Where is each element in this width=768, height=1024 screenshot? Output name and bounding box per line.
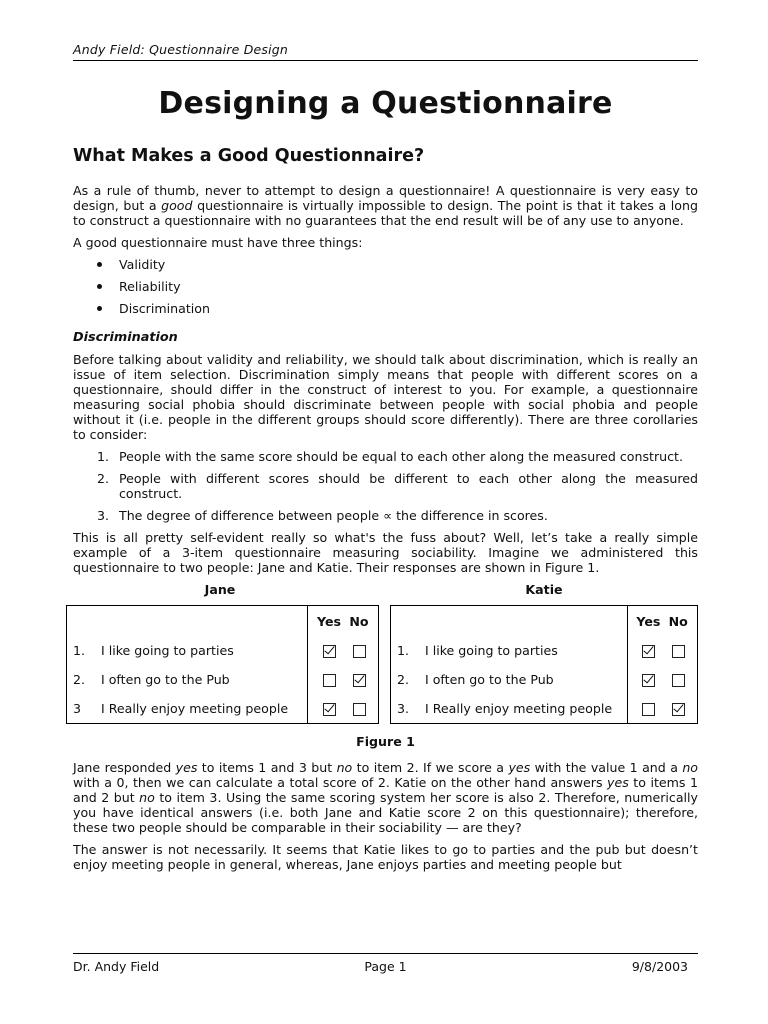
- list-item: 3. The degree of difference between people ∝ the difference in scores.: [97, 508, 548, 523]
- intro-paragraph: As a rule of thumb, never to attempt to design a questionnaire! A questionnaire is very easy to design, but a good questionnaire is virtually impossible to design. The point is that it takes a long to construct a questionnaire with no guarantees that the end result will be of any use to anyone.: [73, 183, 698, 228]
- list-item: 2. People with different scores should be different to each other along the measured construct.: [97, 471, 698, 501]
- yes-column-header: Yes: [636, 613, 661, 629]
- table-row: 1. I like going to parties: [391, 636, 698, 665]
- yes-checkbox[interactable]: [323, 645, 336, 658]
- page-footer: [73, 953, 698, 974]
- yes-checkbox[interactable]: [642, 703, 655, 716]
- subsection-heading: Discrimination: [73, 330, 178, 345]
- corollaries-list: [73, 449, 698, 523]
- list-item: Discrimination: [73, 301, 698, 323]
- table-row: 3. I Really enjoy meeting people: [391, 694, 698, 724]
- requirements-list: [73, 257, 698, 323]
- table-row: 1. I like going to parties: [67, 636, 379, 665]
- discrimination-paragraph: Before talking about validity and reliability, we should talk about discrimination, which is really an issue of item selection. Discrimination simply means that people with different scores on a questionnaire, should differ in the construct of interest to you. For example, a questionnaire measuring social phobia should discriminate between people with social phobia and people without it (i.e. people in the different groups should score differently). There are three corollaries to consider:: [73, 352, 698, 442]
- table-row: 3 I Really enjoy meeting people: [67, 694, 379, 724]
- table-row: 2. I often go to the Pub: [67, 665, 379, 694]
- no-checkbox[interactable]: [672, 674, 685, 687]
- running-header: Andy Field: Questionnaire Design: [73, 42, 698, 61]
- yes-checkbox[interactable]: [642, 645, 655, 658]
- no-checkbox[interactable]: [672, 703, 685, 716]
- example-paragraph: This is all pretty self-evident really so what's the fuss about? Well, let’s take a really simple example of a 3-item questionnaire measuring sociability. Imagine we administered this questionnaire to two people: Jane and Katie. Their responses are shown in Figure 1.: [73, 530, 698, 575]
- figure-1: [73, 582, 698, 760]
- no-checkbox[interactable]: [353, 674, 366, 687]
- no-column-header: No: [349, 613, 369, 629]
- jane-response-table: [66, 605, 379, 724]
- no-checkbox[interactable]: [672, 645, 685, 658]
- footer-date: 9/8/2003: [631, 959, 688, 974]
- respondent-name-jane: Jane: [204, 582, 236, 597]
- respondent-name-katie: Katie: [525, 582, 563, 597]
- figure-caption: Figure 1: [356, 734, 415, 749]
- document-page: [73, 0, 698, 1024]
- three-things-paragraph: A good questionnaire must have three things:: [73, 235, 363, 250]
- katie-response-table: [390, 605, 698, 724]
- analysis-paragraph: Jane responded yes to items 1 and 3 but no to item 2. If we score a yes with the value 1 and a no with a 0, then we can calculate a total score of 2. Katie on the other hand answers yes to items 1 and 2 but no to item 3. Using the same scoring system her score is also 2. Therefore, numerically you have identical answers (i.e. both Jane and Katie score 2 on this questionnaire); therefore, these two people should be comparable in their sociability — are they?: [73, 760, 699, 835]
- document-body: [73, 144, 698, 879]
- list-item: Reliability: [73, 279, 698, 301]
- list-item: 1. People with the same score should be equal to each other along the measured construct.: [97, 449, 683, 464]
- yes-checkbox[interactable]: [642, 674, 655, 687]
- list-item: Validity: [73, 257, 698, 279]
- document-title: Designing a Questionnaire: [158, 86, 613, 121]
- section-heading: What Makes a Good Questionnaire?: [73, 146, 425, 166]
- table-row: 2. I often go to the Pub: [391, 665, 698, 694]
- no-checkbox[interactable]: [353, 645, 366, 658]
- answer-paragraph: The answer is not necessarily. It seems that Katie likes to go to parties and the pub but doesn’t enjoy meeting people in general, whereas, Jane enjoys parties and meeting people but: [73, 842, 698, 872]
- footer-author: Dr. Andy Field: [73, 959, 160, 974]
- yes-column-header: Yes: [316, 613, 341, 629]
- no-column-header: No: [668, 613, 688, 629]
- footer-page-number: Page 1: [364, 959, 407, 974]
- yes-checkbox[interactable]: [323, 674, 336, 687]
- no-checkbox[interactable]: [353, 703, 366, 716]
- yes-checkbox[interactable]: [323, 703, 336, 716]
